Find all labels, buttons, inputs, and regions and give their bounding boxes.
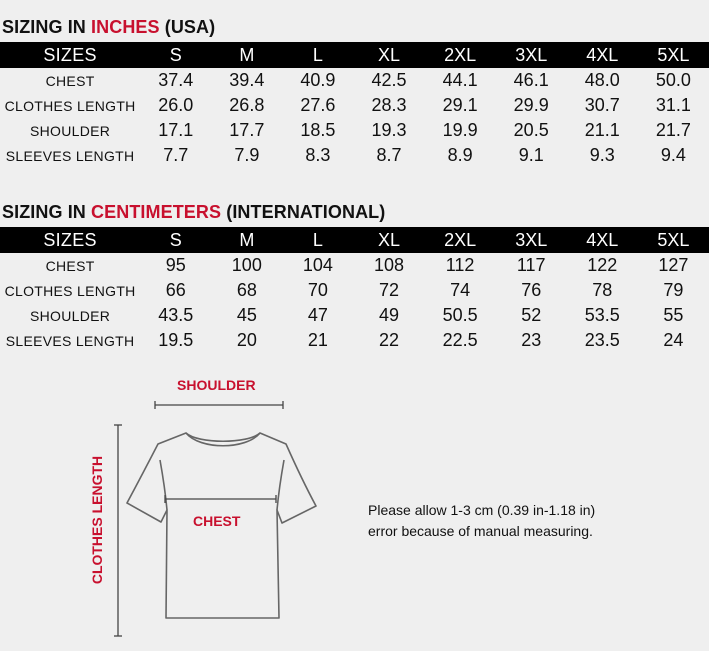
table-cell: 17.7 [229,120,265,140]
inches-title-accent: INCHES [91,17,160,37]
table-cell: 9.3 [589,145,615,165]
table-row [0,303,709,328]
table-cell: 43.5 [158,305,194,325]
table-cell: 24 [663,330,684,350]
table-cell: 49 [379,305,400,325]
inches-title-suffix: (USA) [159,17,216,37]
inches-size-header: S [140,42,211,68]
cm-size-header: M [211,227,282,253]
table-row [0,143,709,168]
table-cell: 9.4 [660,145,686,165]
inches-title-prefix: SIZING IN [2,17,92,37]
table-cell: 21 [307,330,328,350]
clothes-length-label: CLOTHES LENGTH [89,455,105,585]
table-cell: 26.0 [158,95,194,115]
row-label: CLOTHES LENGTH [4,282,136,299]
shoulder-measure-line [155,401,283,409]
table-cell: 50.5 [442,305,478,325]
table-cell: 48.0 [584,70,620,90]
centimeters-section-title [2,202,385,223]
cm-size-header: XL [353,227,424,253]
table-cell: 22 [379,330,400,350]
shoulder-label: SHOULDER [177,377,256,393]
measurement-note [368,500,595,542]
table-cell: 8.9 [447,145,473,165]
inches-header-label: SIZES [0,42,140,68]
centimeters-size-table [0,227,709,353]
cm-title-prefix: SIZING IN [2,202,92,222]
chest-measure-line [165,495,276,503]
table-cell: 22.5 [442,330,478,350]
table-cell: 21.7 [655,120,691,140]
cm-size-header: 5XL [638,227,709,253]
inches-size-header: 4XL [567,42,638,68]
inches-size-header: XL [353,42,424,68]
table-cell: 47 [307,305,328,325]
table-cell: 50.0 [655,70,691,90]
inches-size-header: M [211,42,282,68]
table-cell: 104 [302,255,333,275]
inches-header-row [0,42,709,68]
row-label: CHEST [45,257,95,274]
table-row [0,93,709,118]
table-cell: 21.1 [584,120,620,140]
table-cell: 19.5 [158,330,194,350]
table-cell: 100 [231,255,262,275]
table-cell: 9.1 [518,145,544,165]
table-cell: 26.8 [229,95,265,115]
table-cell: 20.5 [513,120,549,140]
table-cell: 40.9 [300,70,336,90]
cm-title-accent: CENTIMETERS [91,202,222,222]
table-cell: 52 [521,305,542,325]
note-line-2: error because of manual measuring. [368,523,593,539]
chest-label: CHEST [193,513,241,529]
table-cell: 112 [445,255,475,275]
inches-size-header: 5XL [638,42,709,68]
cm-header-row [0,227,709,253]
table-cell: 72 [379,280,400,300]
table-cell: 68 [236,280,257,300]
table-cell: 127 [658,255,689,275]
note-line-1: Please allow 1-3 cm (0.39 in-1.18 in) [368,502,596,518]
cm-size-header: 4XL [567,227,638,253]
table-row [0,328,709,353]
table-cell: 28.3 [371,95,407,115]
table-cell: 23 [521,330,542,350]
table-cell: 44.1 [442,70,478,90]
table-cell: 66 [165,280,186,300]
table-cell: 108 [373,255,405,275]
table-cell: 95 [165,255,186,275]
table-cell: 30.7 [584,95,620,115]
table-cell: 70 [307,280,328,300]
row-label: SLEEVES LENGTH [5,332,135,349]
table-cell: 122 [587,255,618,275]
inches-section-title [2,17,215,38]
table-cell: 53.5 [584,305,620,325]
inches-size-table [0,42,709,168]
table-cell: 39.4 [229,70,265,90]
cm-size-header: 2XL [425,227,496,253]
table-row [0,253,709,278]
inches-size-header: 3XL [496,42,567,68]
table-cell: 8.3 [305,145,331,165]
table-cell: 19.3 [371,120,407,140]
table-cell: 29.1 [442,95,478,115]
length-measure-line [114,425,122,636]
table-cell: 17.1 [158,120,194,140]
cm-size-header: 3XL [496,227,567,253]
table-cell: 45 [236,305,257,325]
table-cell: 117 [516,255,546,275]
inches-size-header: 2XL [425,42,496,68]
inches-size-header: L [282,42,353,68]
table-cell: 20 [236,330,257,350]
cm-title-suffix: (INTERNATIONAL) [221,202,386,222]
cm-header-label: SIZES [0,227,140,253]
cm-size-header: S [140,227,211,253]
row-label: SHOULDER [29,122,111,139]
t-shirt-icon [127,433,316,618]
row-label: SHOULDER [29,307,111,324]
table-cell: 79 [663,280,684,300]
table-cell: 29.9 [513,95,549,115]
row-label: SLEEVES LENGTH [5,147,135,164]
table-cell: 31.1 [655,95,691,115]
table-cell: 18.5 [300,120,336,140]
table-row [0,118,709,143]
row-label: CLOTHES LENGTH [4,97,136,114]
table-cell: 23.5 [584,330,620,350]
table-cell: 46.1 [513,70,549,90]
table-cell: 78 [592,280,613,300]
table-cell: 27.6 [300,95,336,115]
table-cell: 7.9 [234,145,260,165]
table-cell: 76 [521,280,542,300]
table-cell: 8.7 [376,145,402,165]
row-label: CHEST [45,72,95,89]
table-cell: 74 [450,280,471,300]
table-cell: 42.5 [371,70,407,90]
table-cell: 19.9 [442,120,478,140]
table-cell: 37.4 [158,70,194,90]
table-row [0,278,709,303]
cm-size-header: L [282,227,353,253]
table-row [0,68,709,93]
t-shirt-diagram [0,360,360,651]
table-cell: 7.7 [163,145,189,165]
table-cell: 55 [663,305,684,325]
